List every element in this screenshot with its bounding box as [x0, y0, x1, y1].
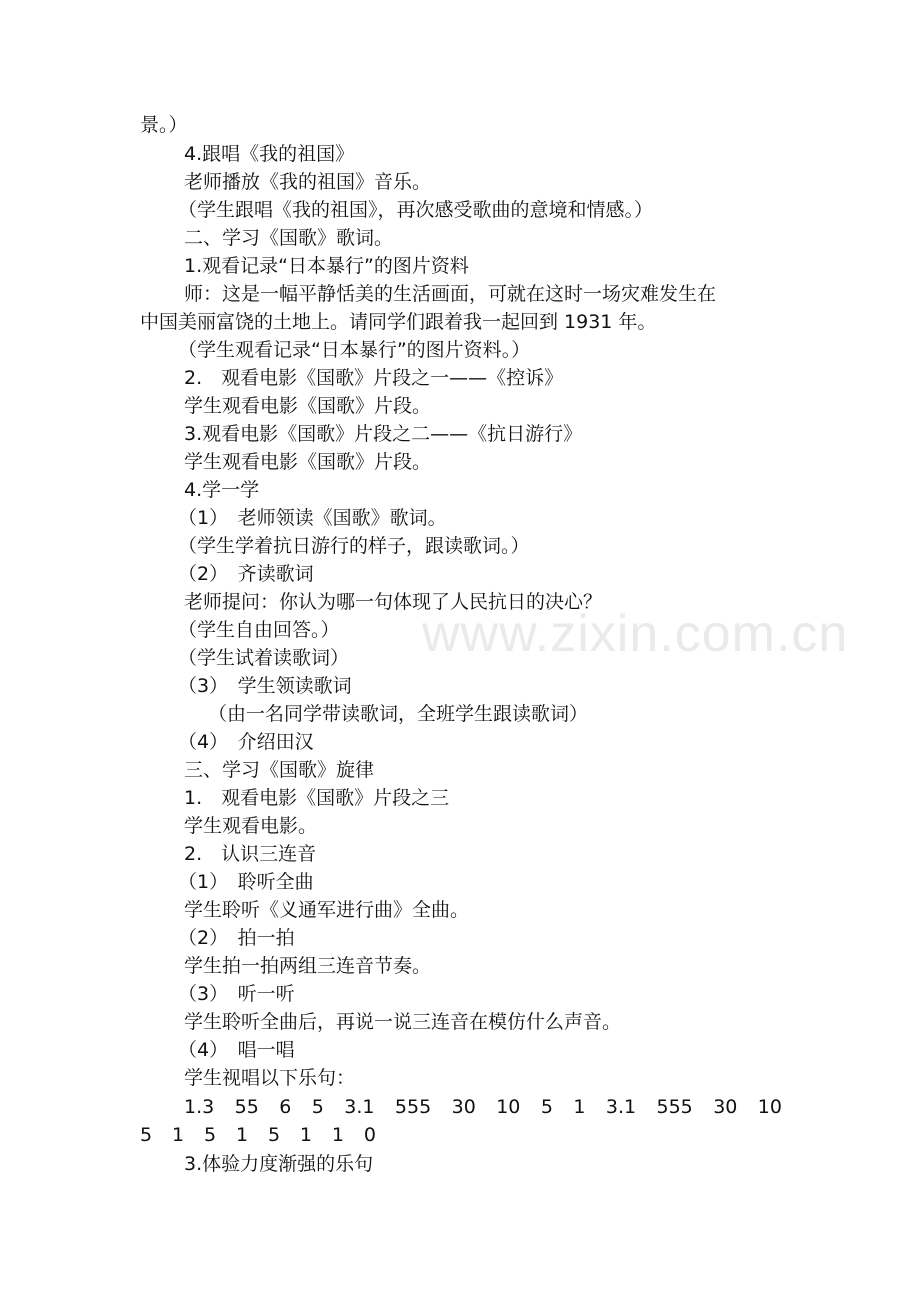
text-line: （学生跟唱《我的祖国》，再次感受歌曲的意境和情感。）	[178, 199, 654, 221]
text-line: （3） 学生领读歌词	[178, 675, 352, 697]
note: 10	[757, 1096, 782, 1118]
section-heading-melody: 三、学习《国歌》旋律	[184, 759, 375, 781]
note: 6	[279, 1096, 292, 1118]
text-line: 3.观看电影《国歌》片段之二——《抗日游行》	[184, 423, 583, 445]
note: 5	[140, 1124, 153, 1146]
text-line: （由一名同学带读歌词，全班学生跟读歌词）	[208, 703, 589, 725]
text-line: 1.观看记录“日本暴行”的图片资料	[184, 255, 469, 277]
text-line: 学生视唱以下乐句：	[184, 1067, 356, 1089]
text-line: 2. 观看电影《国歌》片段之一——《控诉》	[184, 367, 564, 389]
note: 555	[394, 1096, 432, 1118]
text-line: （学生试着读歌词）	[178, 647, 350, 669]
note: 30	[713, 1096, 738, 1118]
text-line: （学生学着抗日游行的样子，跟读歌词。）	[178, 535, 530, 557]
watermark: www.zixin.com.cn	[422, 605, 849, 663]
note: 5	[540, 1096, 553, 1118]
text-line: 学生聆听全曲后，再说一说三连音在模仿什么声音。	[184, 1011, 622, 1033]
note: 0	[363, 1124, 376, 1146]
text-line: 学生聆听《义通军进行曲》全曲。	[184, 899, 470, 921]
text-line: （4） 介绍田汉	[178, 731, 314, 753]
text-line: 1. 观看电影《国歌》片段之三	[184, 787, 450, 809]
text-line: 中国美丽富饶的土地上。请同学们跟着我一起回到 1931 年。	[140, 311, 657, 333]
note: 1	[573, 1096, 586, 1118]
text-line: （2） 拍一拍	[178, 927, 295, 949]
note: 3.1	[344, 1096, 375, 1118]
text-line: 2. 认识三连音	[184, 843, 317, 865]
text-line: （4） 唱一唱	[178, 1039, 295, 1061]
text-line: （2） 齐读歌词	[178, 563, 314, 585]
note: 1	[331, 1124, 344, 1146]
text-line: 老师提问：你认为哪一句体现了人民抗日的决心？	[184, 591, 603, 613]
text-line: 学生拍一拍两组三连音节奏。	[184, 955, 432, 977]
note: 30	[451, 1096, 476, 1118]
heading-sing-along: 4.跟唱《我的祖国》	[184, 143, 355, 165]
text-line: 学生观看电影《国歌》片段。	[184, 395, 432, 417]
text-line: （1） 老师领读《国歌》歌词。	[178, 507, 447, 529]
music-notation-row-1	[184, 1093, 782, 1121]
note: 555	[656, 1096, 693, 1118]
text-line: 景。）	[140, 114, 188, 136]
text-line: 4.学一学	[184, 479, 260, 501]
text-line: 学生观看电影《国歌》片段。	[184, 451, 432, 473]
note: 1	[171, 1124, 185, 1146]
text-line: （3） 听一听	[178, 983, 295, 1005]
text-line: 老师播放《我的祖国》音乐。	[184, 171, 432, 193]
note: 5	[267, 1124, 281, 1146]
text-line: 师：这是一幅平静恬美的生活画面，可就在这时一场灾难发生在	[184, 283, 717, 305]
text-line: 学生观看电影。	[184, 815, 318, 837]
text-line: （1） 聆听全曲	[178, 871, 314, 893]
note: 55	[234, 1096, 259, 1118]
note: 1.3	[184, 1096, 215, 1118]
music-notation-row-2	[140, 1121, 376, 1149]
note: 5	[311, 1096, 324, 1118]
note: 1	[235, 1124, 249, 1146]
note: 10	[496, 1096, 521, 1118]
text-line: 3.体验力度渐强的乐句	[184, 1153, 374, 1175]
note: 5	[203, 1124, 217, 1146]
note: 3.1	[605, 1096, 637, 1118]
text-line: （学生观看记录“日本暴行”的图片资料。）	[178, 339, 531, 361]
text-line: （学生自由回答。）	[178, 619, 340, 641]
section-heading-lyrics: 二、学习《国歌》歌词。	[184, 227, 394, 249]
note: 1	[299, 1124, 313, 1146]
